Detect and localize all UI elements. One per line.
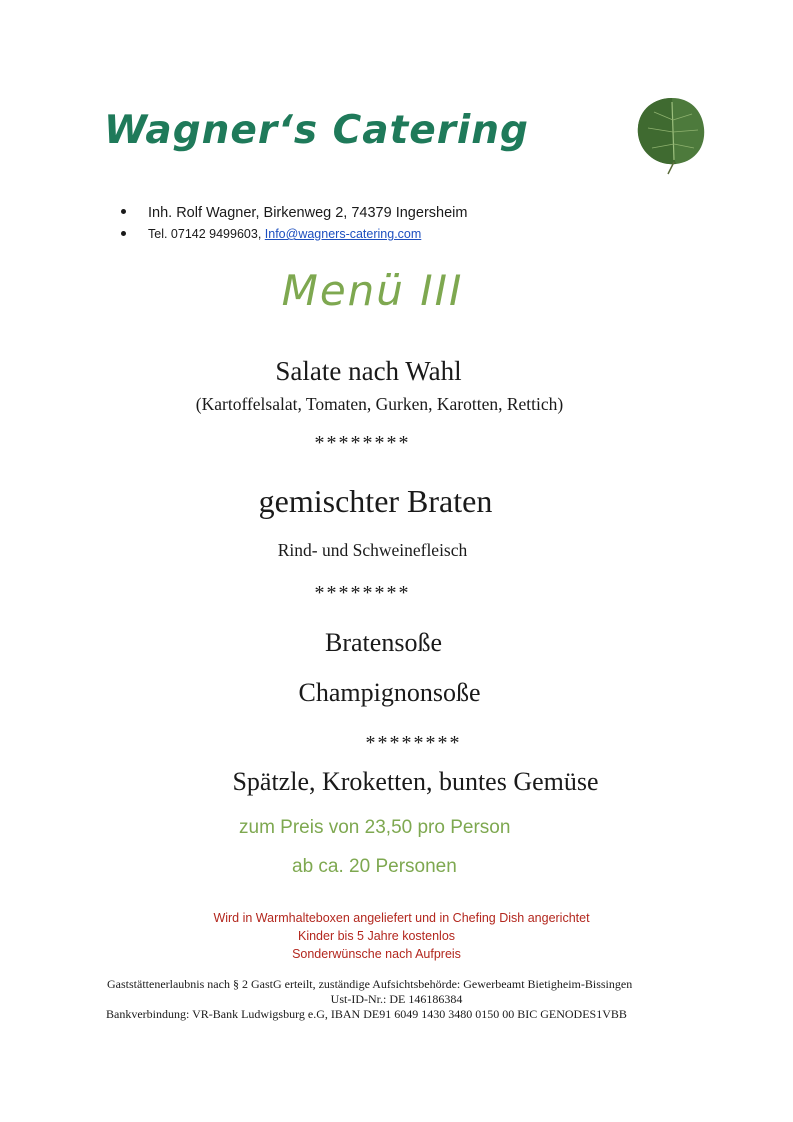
main-course-title: gemischter Braten: [258, 483, 493, 519]
children-note: Kinder bis 5 Jahre kostenlos: [297, 929, 456, 943]
vat-id: Ust-ID-Nr.: DE 146186384: [330, 992, 463, 1006]
leaf-icon: [632, 92, 710, 176]
extras-note: Sonderwünsche nach Aufpreis: [292, 947, 461, 961]
contact-list: [118, 202, 467, 244]
email-link[interactable]: Info@wagners-catering.com: [264, 227, 422, 241]
sauce-2: Champignonsoße: [298, 678, 481, 707]
menu-title: Menü III: [281, 266, 464, 315]
bullet-icon: [121, 209, 126, 214]
separator: ********: [314, 582, 411, 604]
main-course-detail: Rind- und Schweinefleisch: [277, 540, 468, 560]
salad-title: Salate nach Wahl: [275, 356, 462, 386]
address-text: Inh. Rolf Wagner, Birkenweg 2, 74379 Ingersheim: [148, 205, 468, 221]
phone-item: [118, 224, 467, 244]
separator: ********: [314, 432, 411, 454]
separator: ********: [365, 732, 462, 754]
delivery-note: Wird in Warmhalteboxen angeliefert und in Chefing Dish angerichtet: [213, 911, 590, 925]
sides: Spätzle, Kroketten, buntes Gemüse: [232, 767, 599, 796]
salad-detail: (Kartoffelsalat, Tomaten, Gurken, Karotten, Rettich): [195, 394, 564, 414]
sauce-1: Bratensoße: [325, 628, 442, 657]
brand-title: Wagner‘s Catering: [104, 108, 529, 153]
phone-text: Tel. 07142 9499603,: [148, 227, 265, 241]
bullet-icon: [121, 231, 126, 236]
address-item: [118, 202, 467, 224]
license-text: Gaststättenerlaubnis nach § 2 GastG erteilt, zuständige Aufsichtsbehörde: Gewerbeamt Bietigheim-Bissingen: [107, 977, 633, 991]
price-text: zum Preis von 23,50 pro Person: [239, 817, 511, 838]
bank-details: Bankverbindung: VR-Bank Ludwigsburg e.G, IBAN DE91 6049 1430 3480 0150 00 BIC GENODES1VBB: [106, 1007, 627, 1021]
min-persons-text: ab ca. 20 Personen: [292, 856, 457, 877]
